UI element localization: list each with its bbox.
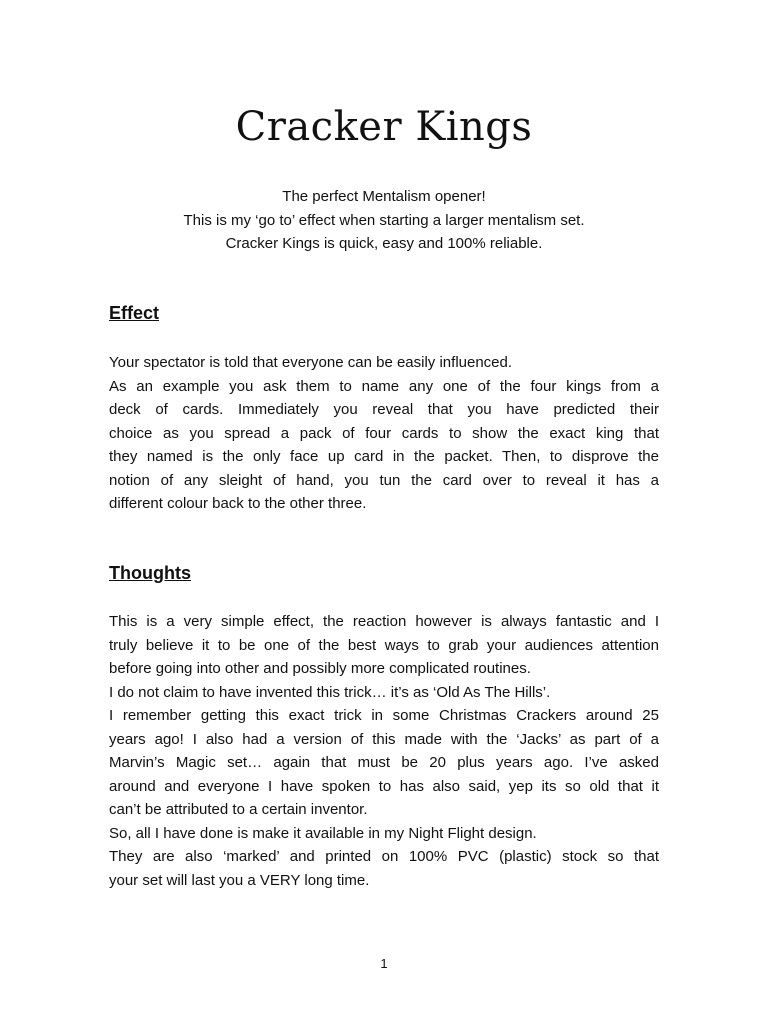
- thoughts-line: your set will last you a VERY long time.: [109, 871, 370, 889]
- thoughts-line: So, all I have done is make it available in my Night Flight design.: [109, 824, 537, 842]
- effect-line: Your spectator is told that everyone can be easily influenced.: [109, 354, 513, 371]
- thoughts-line: They are also ‘marked’ and printed on 100% PVC (plastic) stock so that: [109, 848, 659, 865]
- thoughts-line: Marvin’s Magic set… again that must be 20 plus years ago. I’ve asked: [109, 754, 659, 771]
- intro-block: [80, 185, 688, 256]
- effect-line: As an example you ask them to name any one of the four kings from a: [109, 377, 659, 395]
- page-title: Cracker Kings: [235, 104, 533, 150]
- thoughts-line: years ago! I also had a version of this made with the ‘Jacks’ as part of a: [109, 730, 659, 748]
- intro-line: The perfect Mentalism opener!: [282, 188, 486, 205]
- thoughts-line: I remember getting this exact trick in some Christmas Crackers around 25: [109, 707, 659, 724]
- effect-line: notion of any sleight of hand, you tun the card over to reveal it has a: [109, 471, 659, 489]
- thoughts-line: can’t be attributed to a certain inventor.: [109, 801, 368, 818]
- effect-line: choice as you spread a pack of four cards to show the exact king that: [109, 424, 659, 442]
- thoughts-line: This is a very simple effect, the reaction however is always fantastic and I: [109, 613, 659, 630]
- thoughts-paragraph: [109, 610, 659, 892]
- thoughts-heading: Thoughts: [109, 563, 191, 583]
- thoughts-line: I do not claim to have invented this trick… it’s as ‘Old As The Hills’.: [109, 683, 551, 701]
- effect-heading: Effect: [109, 303, 160, 323]
- thoughts-line: truly believe it to be one of the best ways to grab your audiences attention: [109, 636, 659, 654]
- thoughts-line: around and everyone I have spoken to has also said, yep its so old that it: [109, 777, 659, 795]
- intro-line: This is my ‘go to’ effect when starting a larger mentalism set.: [183, 211, 585, 229]
- effect-line: deck of cards. Immediately you reveal that you have predicted their: [109, 401, 659, 418]
- page-number: 1: [380, 956, 388, 971]
- effect-line: they named is the only face up card in the packet. Then, to disprove the: [109, 448, 659, 465]
- effect-line: different colour back to the other three.: [109, 495, 367, 512]
- thoughts-line: before going into other and possibly more complicated routines.: [109, 660, 531, 677]
- intro-line: Cracker Kings is quick, easy and 100% reliable.: [225, 235, 543, 252]
- effect-paragraph: [109, 351, 659, 516]
